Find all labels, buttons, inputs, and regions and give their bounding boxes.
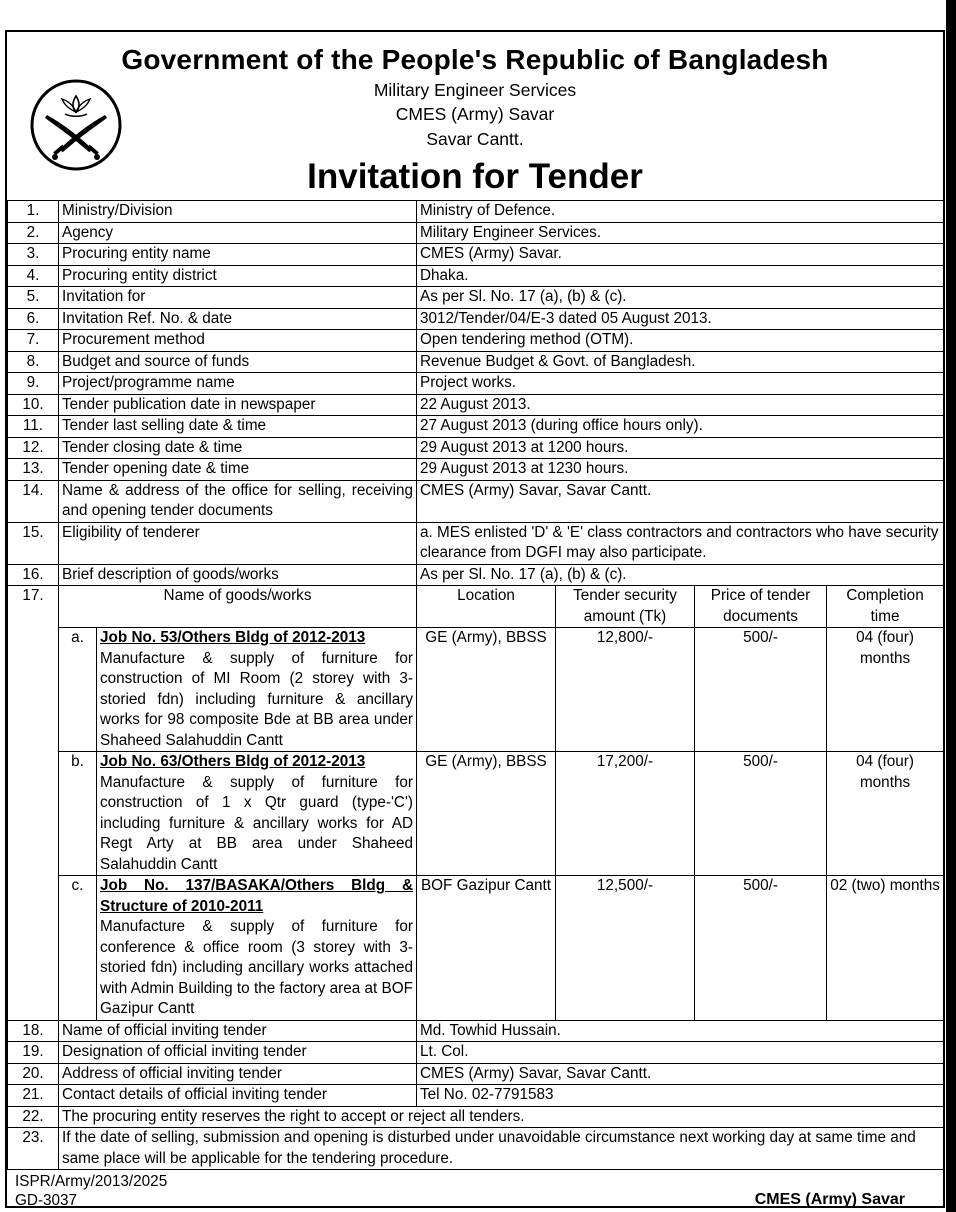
row-value: Open tendering method (OTM). [417,330,944,352]
row-number: 17. [8,586,59,1021]
row-number: 16. [8,564,59,586]
table-row [8,1042,944,1064]
row-label: Tender closing date & time [59,437,417,459]
job-number: Job No. 53/Others Bldg of 2012-2013 [100,629,366,646]
row-label: Procurement method [59,330,417,352]
goods-col-price: Price of tender documents [695,586,827,628]
item-security: 12,800/- [556,628,695,752]
table-row [8,1106,944,1128]
page-shadow [946,0,956,1212]
row-value: Lt. Col. [417,1042,944,1064]
row-value: CMES (Army) Savar. [417,244,944,266]
table-row [8,480,944,522]
row-value: 29 August 2013 at 1230 hours. [417,459,944,481]
row-label: Tender last selling date & time [59,416,417,438]
row-number: 22. [8,1106,59,1128]
table-row [8,1020,944,1042]
page-title: Invitation for Tender [307,157,643,196]
row-value: 27 August 2013 (during office hours only). [417,416,944,438]
row-value: CMES (Army) Savar, Savar Cantt. [417,1063,944,1085]
row-value: Ministry of Defence. [417,201,944,223]
table-row [8,1063,944,1085]
goods-item-row [8,876,944,1021]
row-number: 20. [8,1063,59,1085]
table-row [8,564,944,586]
row-number: 13. [8,459,59,481]
goods-col-completion: Completion time [827,586,944,628]
table-row [8,437,944,459]
row-value: 22 August 2013. [417,394,944,416]
table-row [8,459,944,481]
row-value: CMES (Army) Savar, Savar Cantt. [417,480,944,522]
goods-col-security: Tender security amount (Tk) [556,586,695,628]
job-number: Job No. 137/BASAKA/Others Bldg & Structure of 2010-2011 [100,877,413,915]
row-label: Invitation Ref. No. & date [59,308,417,330]
table-row [8,265,944,287]
row-value: a. MES enlisted 'D' & 'E' class contractors and contractors who have security clearance from DGFI may also participate. [417,522,944,564]
row-number: 11. [8,416,59,438]
row-value: 29 August 2013 at 1200 hours. [417,437,944,459]
notice-footer [7,1170,943,1208]
row-label: Designation of official inviting tender [59,1042,417,1064]
row-value: 3012/Tender/04/E-3 dated 05 August 2013. [417,308,944,330]
item-letter: a. [59,628,97,752]
row-label: Ministry/Division [59,201,417,223]
item-description [97,628,417,752]
row-number: 2. [8,222,59,244]
row-value: Military Engineer Services. [417,222,944,244]
row-label: Name of official inviting tender [59,1020,417,1042]
item-price: 500/- [695,752,827,876]
item-description [97,876,417,1021]
table-row [8,373,944,395]
row-label: Invitation for [59,287,417,309]
row-number: 19. [8,1042,59,1064]
item-security: 12,500/- [556,876,695,1021]
item-location: GE (Army), BBSS [417,628,556,752]
row-number: 7. [8,330,59,352]
item-price: 500/- [695,876,827,1021]
table-row [8,394,944,416]
item-letter: c. [59,876,97,1021]
job-description: Manufacture & supply of furniture for construction of MI Room (2 storey with 3-storied fdn) including furniture & ancillary works for 98 composite Bde at BB area under Shaheed Salahuddin Cantt [100,649,413,749]
job-number: Job No. 63/Others Bldg of 2012-2013 [100,753,366,770]
table-row [8,308,944,330]
row-label: Eligibility of tenderer [59,522,417,564]
item-letter: b. [59,752,97,876]
row-number: 21. [8,1085,59,1107]
item-location: BOF Gazipur Cantt [417,876,556,1021]
item-security: 17,200/- [556,752,695,876]
table-row [8,244,944,266]
table-row [8,287,944,309]
row-number: 9. [8,373,59,395]
job-description: Manufacture & supply of furniture for conference & office room (3 storey with 3-storied fdn) including ancillary works attached with Admin Building to the factory area at BOF Gazipur Cantt [100,918,413,1017]
ispr-ref: ISPR/Army/2013/2025 [15,1173,168,1190]
row-number: 1. [8,201,59,223]
table-row [8,1085,944,1107]
row-value: Dhaka. [417,265,944,287]
row-full-text: The procuring entity reserves the right to accept or reject all tenders. [59,1106,944,1128]
signature-block: CMES (Army) Savar [754,1191,905,1208]
org-line-2: CMES (Army) Savar [395,104,555,124]
row-number: 3. [8,244,59,266]
row-label: Address of official inviting tender [59,1063,417,1085]
goods-col-location: Location [417,586,556,628]
row-number: 10. [8,394,59,416]
item-completion: 02 (two) months [827,876,944,1021]
row-number: 15. [8,522,59,564]
row-label: Procuring entity name [59,244,417,266]
row-label: Agency [59,222,417,244]
row-label: Contact details of official inviting tender [59,1085,417,1107]
footer-refs [15,1172,167,1208]
row-value: As per Sl. No. 17 (a), (b) & (c). [417,564,944,586]
row-number: 6. [8,308,59,330]
item-description [97,752,417,876]
notice-header [7,32,943,200]
table-row [8,351,944,373]
org-line-1: Military Engineer Services [373,80,577,100]
goods-item-row [8,752,944,876]
gd-ref: GD-3037 [15,1192,78,1208]
row-value: Project works. [417,373,944,395]
row-full-text: If the date of selling, submission and opening is disturbed under unavoidable circumstance next working day at same time and same place will be applicable for the tendering procedure. [59,1128,944,1170]
goods-header-row [8,586,944,628]
item-price: 500/- [695,628,827,752]
item-location: GE (Army), BBSS [417,752,556,876]
row-value: Revenue Budget & Govt. of Bangladesh. [417,351,944,373]
table-row [8,330,944,352]
row-number: 12. [8,437,59,459]
table-row [8,222,944,244]
row-label: Name & address of the office for selling, receiving and opening tender documents [59,480,417,522]
row-number: 4. [8,265,59,287]
row-number: 8. [8,351,59,373]
row-label: Tender publication date in newspaper [59,394,417,416]
table-row [8,201,944,223]
row-number: 5. [8,287,59,309]
table-row [8,416,944,438]
row-number: 14. [8,480,59,522]
goods-col-name: Name of goods/works [59,586,417,628]
row-label: Procuring entity district [59,265,417,287]
item-completion: 04 (four) months [827,752,944,876]
goods-item-row [8,628,944,752]
government-title: Government of the People's Republic of Bangladesh [121,44,829,75]
tender-notice [5,30,945,1208]
row-number: 23. [8,1128,59,1170]
row-label: Brief description of goods/works [59,564,417,586]
table-row [8,1128,944,1170]
org-line-3: Savar Cantt. [426,129,524,149]
row-label: Project/programme name [59,373,417,395]
tender-table [7,200,944,1170]
row-label: Tender opening date & time [59,459,417,481]
job-description: Manufacture & supply of furniture for construction of 1 x Qtr guard (type-'C') including furniture & ancillary works for AD Regt Arty at BB area under Shaheed Salahuddin Cantt [100,773,413,873]
row-label: Budget and source of funds [59,351,417,373]
row-number: 18. [8,1020,59,1042]
row-value: Md. Towhid Hussain. [417,1020,944,1042]
row-value: Tel No. 02-7791583 [417,1085,944,1107]
row-value: As per Sl. No. 17 (a), (b) & (c). [417,287,944,309]
table-row [8,522,944,564]
item-completion: 04 (four) months [827,628,944,752]
